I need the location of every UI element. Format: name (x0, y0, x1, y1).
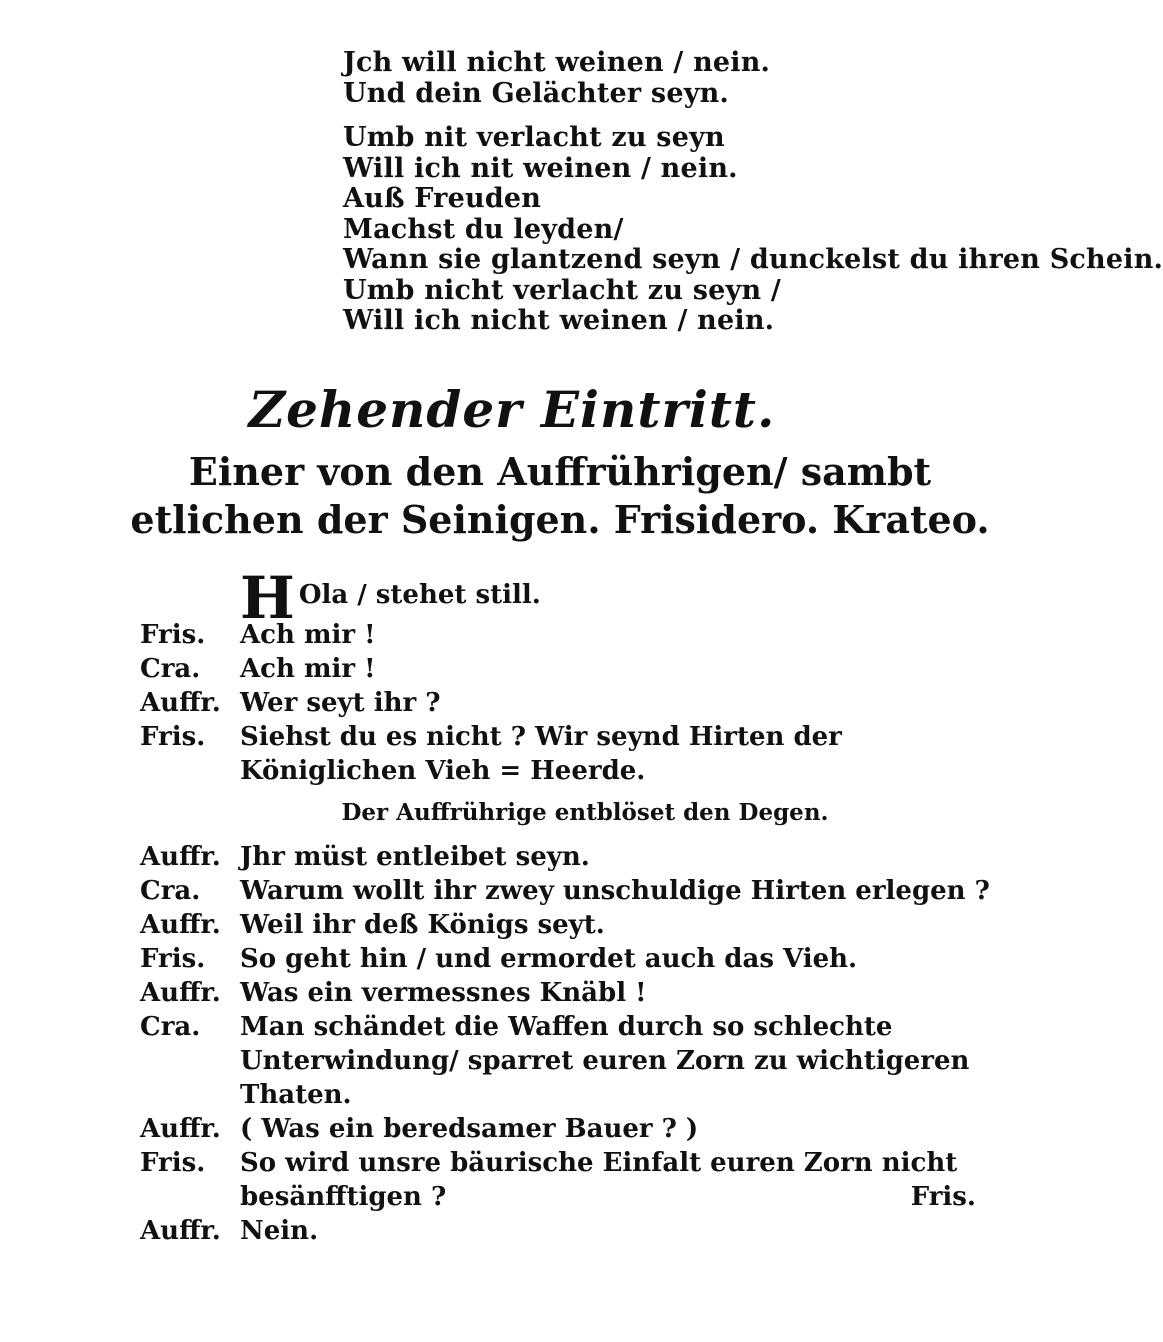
song-line: Wann sie glantzend seyn / dunckelst du ihren Schein. (343, 244, 1163, 275)
speech-text: ( Was ein beredsamer Bauer ? ) (240, 1114, 699, 1144)
song-line: Auß Freuden (343, 183, 542, 214)
speech-text: Wer seyt ihr ? (240, 688, 441, 718)
speech-text: So geht hin / und ermordet auch das Vieh. (240, 944, 858, 974)
dialog-row (140, 1214, 990, 1248)
song-line: Jch will nicht weinen / nein. (343, 47, 771, 78)
speaker: Auffr. (140, 688, 221, 718)
song-verse (343, 47, 1163, 337)
song-line: Umb nit verlacht zu seyn (343, 122, 725, 153)
dialog-row (140, 840, 990, 874)
dialog-row (140, 942, 990, 976)
speaker: Auffr. (140, 842, 221, 872)
dialog-row (140, 618, 990, 652)
dialog-row (140, 720, 990, 788)
dialog-row (140, 1010, 990, 1112)
song-line: Will ich nicht weinen / nein. (343, 305, 775, 336)
speaker: Auffr. (140, 978, 221, 1008)
speaker: Auffr. (140, 910, 221, 940)
dialog-row (140, 1146, 990, 1214)
speaker: Auffr. (140, 1114, 221, 1144)
drop-cap: H (240, 564, 295, 632)
speech-text: Siehst du es nicht ? Wir seynd Hirten der Königlichen Vieh = Heerde. (240, 722, 842, 786)
speaker: Fris. (140, 944, 206, 974)
speech-text: Warum wollt ihr zwey unschuldige Hirten erlegen ? (240, 876, 990, 906)
speaker: Cra. (140, 654, 201, 684)
speech-text: Jhr müst entleibet seyn. (240, 842, 590, 872)
dialog-row (140, 652, 990, 686)
scene-subtitle: Einer von den Auffrührigen/ sambt etlichen der Seinigen. Frisidero. Krateo. (130, 449, 990, 542)
dialog-row (140, 976, 990, 1010)
speech (240, 564, 990, 632)
speaker: Auffr. (140, 1216, 221, 1246)
song-line: Machst du leyden/ (343, 213, 624, 245)
catchword: Fris. (910, 1182, 976, 1212)
scene-title: Zehender Eintritt. (248, 380, 776, 439)
speech-text: Ach mir ! (240, 620, 376, 650)
verse-gap (343, 109, 1003, 123)
speaker: Fris. (140, 1148, 206, 1178)
dialog-row (140, 1112, 990, 1146)
speech-text: So wird unsre bäurische Einfalt euren Zorn nicht besänfftigen ? (240, 1148, 958, 1212)
dialog (140, 564, 990, 1248)
dialog-row (140, 908, 990, 942)
speaker: Cra. (140, 1012, 201, 1042)
speech-text: Nein. (240, 1216, 319, 1246)
dialog-row (140, 686, 990, 720)
speech-text: Ach mir ! (240, 654, 376, 684)
speaker: Fris. (140, 620, 206, 650)
dialog-row (140, 874, 990, 908)
dialog-row (140, 564, 990, 632)
song-line: Umb nicht verlacht zu seyn / (343, 274, 781, 306)
speech-text: Was ein vermessnes Knäbl ! (240, 978, 647, 1008)
stage-direction: Der Auffrührige entblöset den Degen. (341, 799, 829, 826)
song-line: Und dein Gelächter seyn. (343, 77, 730, 109)
speaker: Fris. (140, 722, 206, 752)
speaker: Cra. (140, 876, 201, 906)
speech-text: Weil ihr deß Königs seyt. (240, 910, 605, 940)
speech-text: Man schändet die Waffen durch so schlechte Unterwindung/ sparret euren Zorn zu wichtigeren Thaten. (240, 1012, 970, 1110)
song-line: Will ich nit weinen / nein. (343, 152, 738, 184)
speech-text: Ola / stehet still. (298, 580, 541, 610)
